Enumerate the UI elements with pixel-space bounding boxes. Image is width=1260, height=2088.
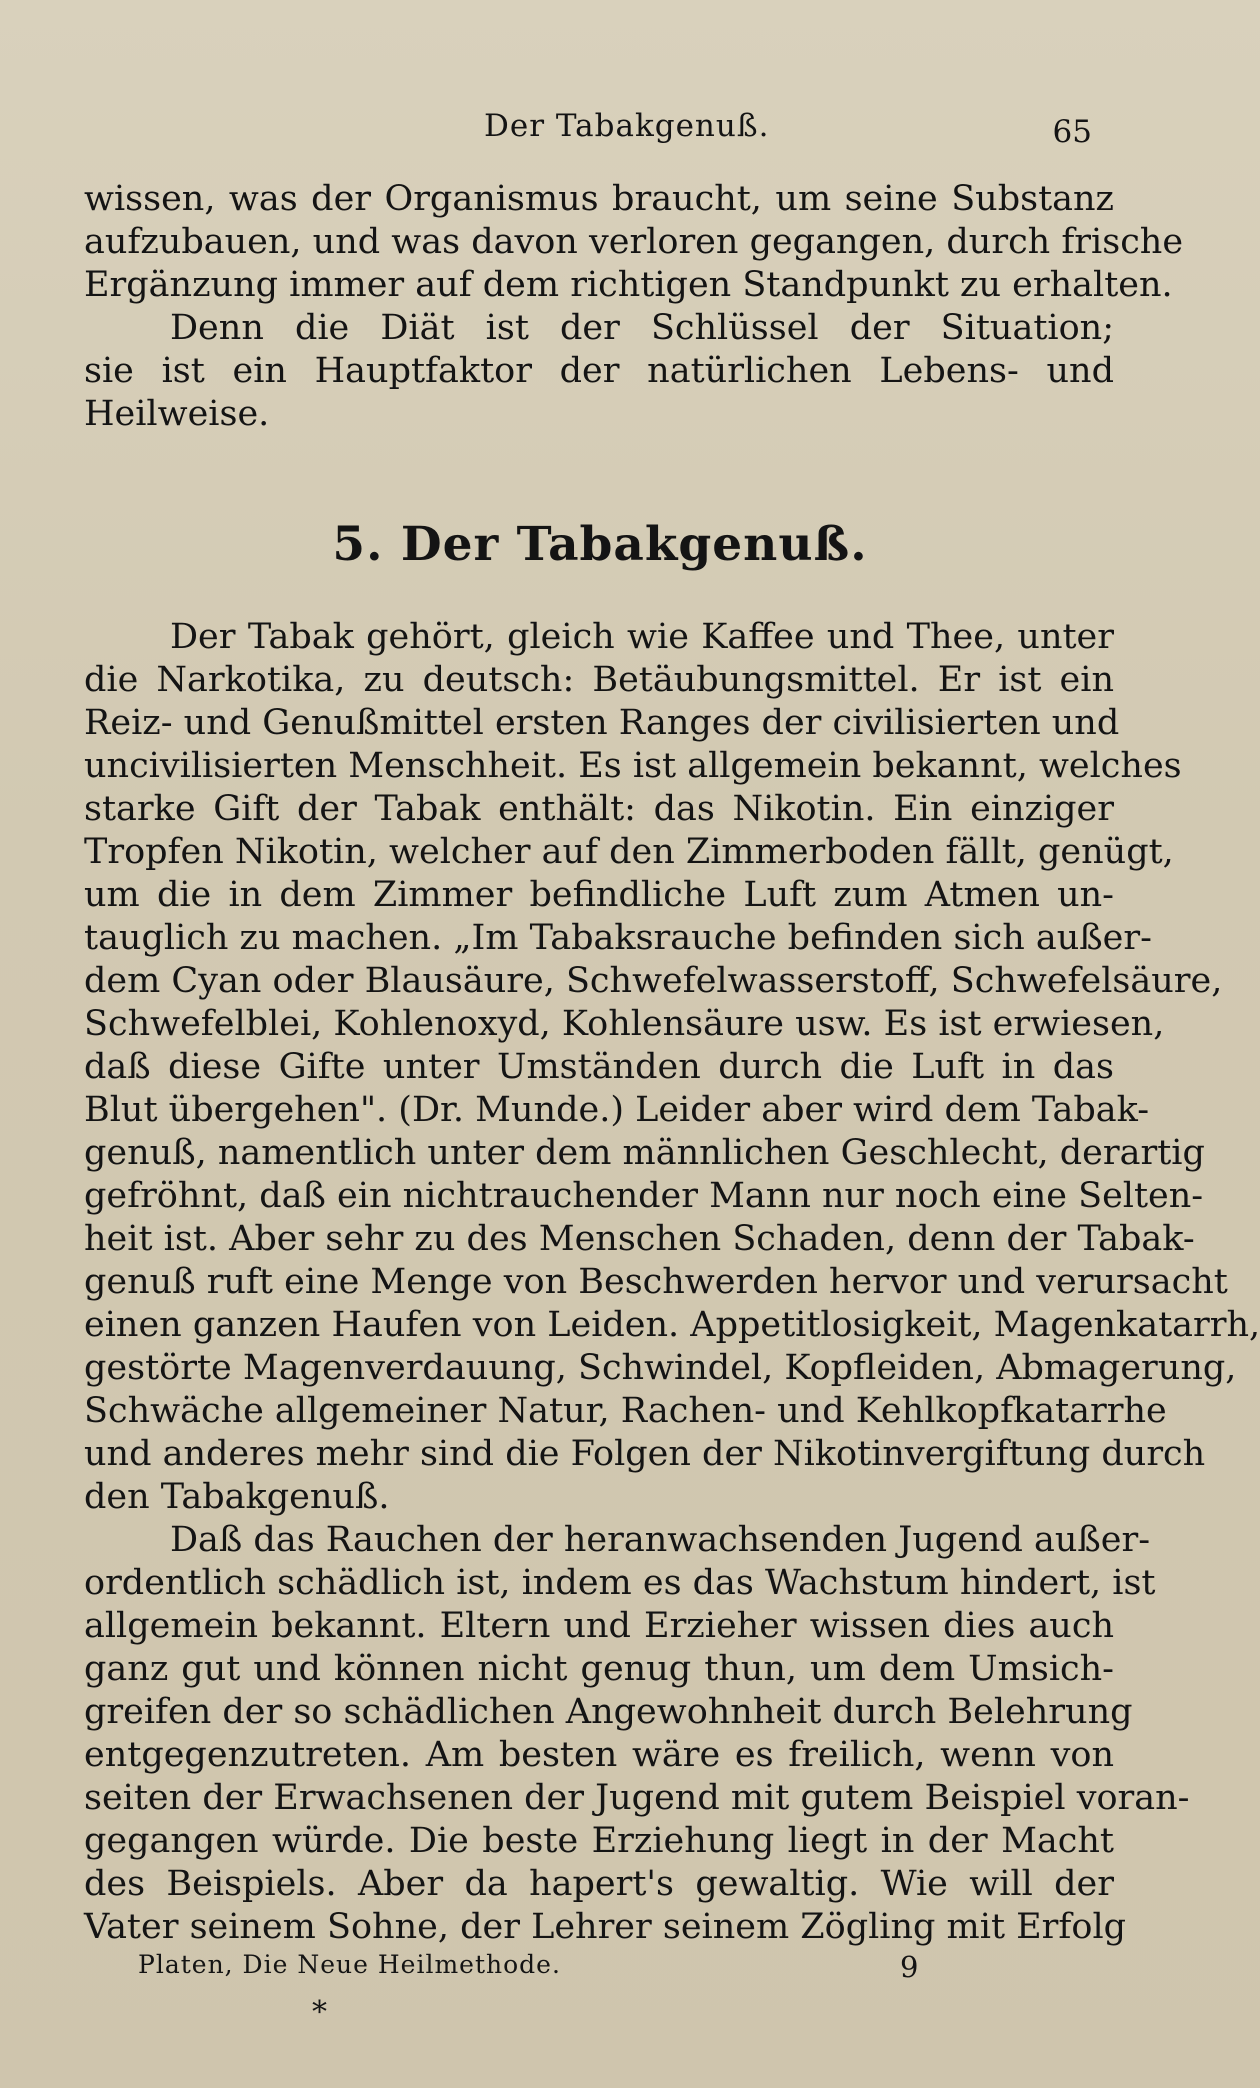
footer-mark: * [312,1995,327,2030]
text-line: uncivilisierten Menschheit. Es ist allgemein bekannt, welches [84,746,1182,786]
text-line: starke Gift der Tabak enthält: das Nikotin. Ein einziger [84,789,1114,829]
text-line: Der Tabak gehört, gleich wie Kaffee und Thee, unter [170,617,1114,657]
main-paragraphs [84,616,1260,1949]
text-line: aufzubauen, und was davon verloren gegangen, durch frische [84,222,1184,262]
text-line: tauglich zu machen. „Im Tabaksrauche befinden sich außer- [84,918,1152,958]
text-line: Schwäche allgemeiner Natur, Rachen- und Kehlkopfkatarrhe [84,1391,1167,1431]
text-line: sie ist ein Hauptfaktor der natürlichen Lebens- und [84,351,1114,391]
text-line: die Narkotika, zu deutsch: Betäubungsmittel. Er ist ein [84,660,1114,700]
text-line: greifen der so schädlichen Angewohnheit durch Belehrung [84,1692,1133,1732]
text-line: heit ist. Aber sehr zu des Menschen Schaden, denn der Tabak- [84,1219,1195,1259]
text-line: daß diese Gifte unter Umständen durch die Luft in das [84,1047,1114,1087]
text-line: Reiz- und Genußmittel ersten Ranges der civilisierten und [84,703,1120,743]
text-line: genuß, namentlich unter dem männlichen Geschlecht, derartig [84,1133,1205,1173]
signature-number: 9 [900,1950,919,1984]
text-line: Tropfen Nikotin, welcher auf den Zimmerboden fällt, genügt, [84,832,1174,872]
text-line: um die in dem Zimmer befindliche Luft zum Atmen un- [84,875,1114,915]
signature-title: Platen, Die Neue Heilmethode. [138,1950,561,1979]
signature-line [138,1950,998,1990]
text-line: seiten der Erwachsenen der Jugend mit gutem Beispiel voran- [84,1778,1190,1818]
running-title: Der Tabakgenuß. [484,108,770,144]
text-line: Daß das Rauchen der heranwachsenden Jugend außer- [170,1520,1151,1560]
text-line: dem Cyan oder Blausäure, Schwefelwasserstoff, Schwefelsäure, [84,961,1223,1001]
text-line: den Tabakgenuß. [84,1477,390,1517]
section-heading: 5. Der Tabakgenuß. [332,517,868,572]
text-line: Blut übergehen". (Dr. Munde.) Leider aber wird dem Tabak- [84,1090,1150,1130]
text-line: gefröhnt, daß ein nichtrauchender Mann nur noch eine Selten- [84,1176,1204,1216]
text-line: gestörte Magenverdauung, Schwindel, Kopfleiden, Abmagerung, [84,1348,1237,1388]
text-line: wissen, was der Organismus braucht, um seine Substanz [84,179,1114,219]
running-head [84,108,1120,148]
text-line: und anderes mehr sind die Folgen der Nikotinvergiftung durch [84,1434,1206,1474]
text-line: Vater seinem Sohne, der Lehrer seinem Zögling mit Erfolg [84,1907,1127,1947]
text-line: ordentlich schädlich ist, indem es das Wachstum hindert, ist [84,1563,1156,1603]
text-line: entgegenzutreten. Am besten wäre es freilich, wenn von [84,1735,1114,1775]
text-line: Schwefelblei, Kohlenoxyd, Kohlensäure usw. Es ist erwiesen, [84,1004,1165,1044]
text-line: Ergänzung immer auf dem richtigen Standpunkt zu erhalten. [84,265,1173,305]
intro-paragraphs [84,178,1184,436]
text-line: genuß ruft eine Menge von Beschwerden hervor und verursacht [84,1262,1228,1302]
text-line: Denn die Diät ist der Schlüssel der Situation; [170,308,1114,348]
page-number: 65 [1052,114,1092,150]
text-line: Heilweise. [84,394,270,434]
text-line: des Beispiels. Aber da hapert's gewaltig. Wie will der [84,1864,1114,1904]
text-line: allgemein bekannt. Eltern und Erzieher wissen dies auch [84,1606,1114,1646]
text-line: gegangen würde. Die beste Erziehung liegt in der Macht [84,1821,1114,1861]
text-line: ganz gut und können nicht genug thun, um dem Umsich- [84,1649,1114,1689]
text-line: einen ganzen Haufen von Leiden. Appetitlosigkeit, Magenkatarrh, [84,1305,1260,1345]
